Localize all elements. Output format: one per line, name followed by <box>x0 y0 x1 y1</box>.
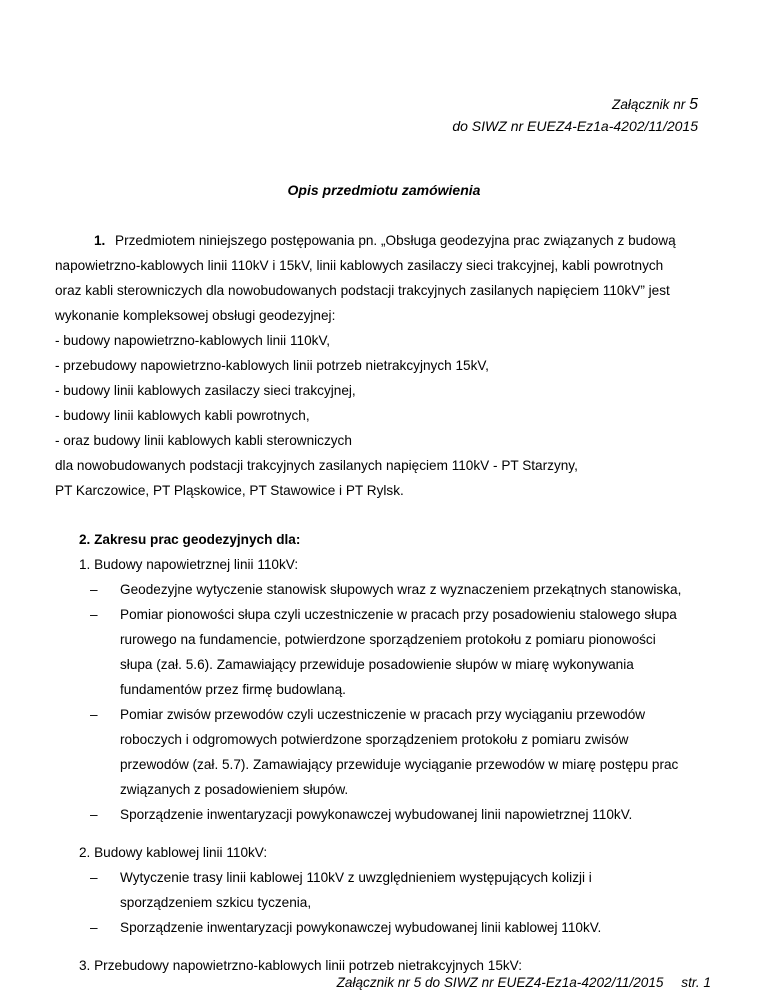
list-item: Wytyczenie trasy linii kablowej 110kV z uwzględnieniem występujących kolizji i <box>120 870 592 885</box>
dash-bullet: – <box>90 607 98 622</box>
dash-bullet: – <box>90 870 98 885</box>
footer-text: Załącznik nr 5 do SIWZ nr EUEZ4-Ez1a-4202/11/2015 <box>336 975 664 990</box>
list-item: Pomiar zwisów przewodów czyli uczestniczenie w pracach przy wyciąganiu przewodów <box>120 707 646 722</box>
dash-bullet: – <box>90 807 98 822</box>
subsection-3-title: 3. Przebudowy napowietrzno-kablowych linii potrzeb nietrakcyjnych 15kV: <box>79 958 523 973</box>
subsection-2-title: 2. Budowy kablowej linii 110kV: <box>79 845 268 860</box>
section-1-line: - budowy linii kablowych kabli powrotnych, <box>55 408 310 423</box>
section-1-line: - oraz budowy linii kablowych kabli sterowniczych <box>55 433 352 448</box>
page-number: str. 1 <box>681 975 711 990</box>
dash-bullet: – <box>90 707 98 722</box>
section-1-line: PT Karczowice, PT Pląskowice, PT Stawowice i PT Rylsk. <box>55 483 404 498</box>
list-item-continued: słupa (zał. 5.6). Zamawiający przewiduje posadowienie słupów w miarę wykonywania <box>120 657 634 672</box>
list-item-continued: sporządzeniem szkicu tyczenia, <box>120 895 312 910</box>
list-item-continued: przewodów (zał. 5.7). Zamawiający przewiduje wyciąganie przewodów w miarę postępu prac <box>120 757 679 772</box>
subsection-1-title: 1. Budowy napowietrznej linii 110kV: <box>79 557 299 572</box>
list-item-continued: fundamentów przez firmę budowlaną. <box>120 682 346 697</box>
section-1-number: 1. <box>94 233 106 248</box>
list-item: Geodezyjne wytyczenie stanowisk słupowych wraz z wyznaczeniem przekątnych stanowiska, <box>120 582 682 597</box>
section-1-line: - budowy napowietrzno-kablowych linii 110kV, <box>55 333 331 348</box>
attachment-number: 5 <box>689 96 698 113</box>
list-item: Sporządzenie inwentaryzacji powykonawczej wybudowanej linii kablowej 110kV. <box>120 920 602 935</box>
section-1-line: napowietrzno-kablowych linii 110kV i 15kV, linii kablowych zasilaczy sieci trakcyjnej, kabli powrotnych <box>55 258 664 273</box>
section-1-line: Przedmiotem niniejszego postępowania pn. „Obsługa geodezyjna prac związanych z budową <box>115 233 676 248</box>
section-1-line: wykonanie kompleksowej obsługi geodezyjnej: <box>55 308 336 323</box>
list-item-continued: związanych z posadowieniem słupów. <box>120 782 349 797</box>
list-item: Pomiar pionowości słupa czyli uczestniczenie w pracach przy posadowieniu stalowego słupa <box>120 607 677 622</box>
attachment-prefix: Załącznik nr <box>612 97 686 112</box>
list-item: Sporządzenie inwentaryzacji powykonawczej wybudowanej linii napowietrznej 110kV. <box>120 807 633 822</box>
attachment-label <box>612 96 698 114</box>
section-1-line: - przebudowy napowietrzno-kablowych linii potrzeb nietrakcyjnych 15kV, <box>55 358 489 373</box>
dash-bullet: – <box>90 582 98 597</box>
section-1-line: dla nowobudowanych podstacji trakcyjnych zasilanych napięciem 110kV - PT Starzyny, <box>55 458 578 473</box>
footer <box>337 975 711 990</box>
siwz-reference: do SIWZ nr EUEZ4-Ez1a-4202/11/2015 <box>452 118 698 134</box>
section-2-heading: 2. Zakresu prac geodezyjnych dla: <box>79 532 301 547</box>
list-item-continued: roboczych i odgromowych potwierdzone sporządzeniem protokołu z pomiaru zwisów <box>120 732 629 747</box>
list-item-continued: rurowego na fundamencie, potwierdzone sporządzeniem protokołu z pomiaru pionowości <box>120 632 656 647</box>
page-title: Opis przedmiotu zamówienia <box>287 182 481 198</box>
section-1-line: oraz kabli sterowniczych dla nowobudowanych podstacji trakcyjnych zasilanych napięciem 110kV” jest <box>55 283 670 298</box>
section-1-line: - budowy linii kablowych zasilaczy sieci trakcyjnej, <box>55 383 356 398</box>
dash-bullet: – <box>90 920 98 935</box>
